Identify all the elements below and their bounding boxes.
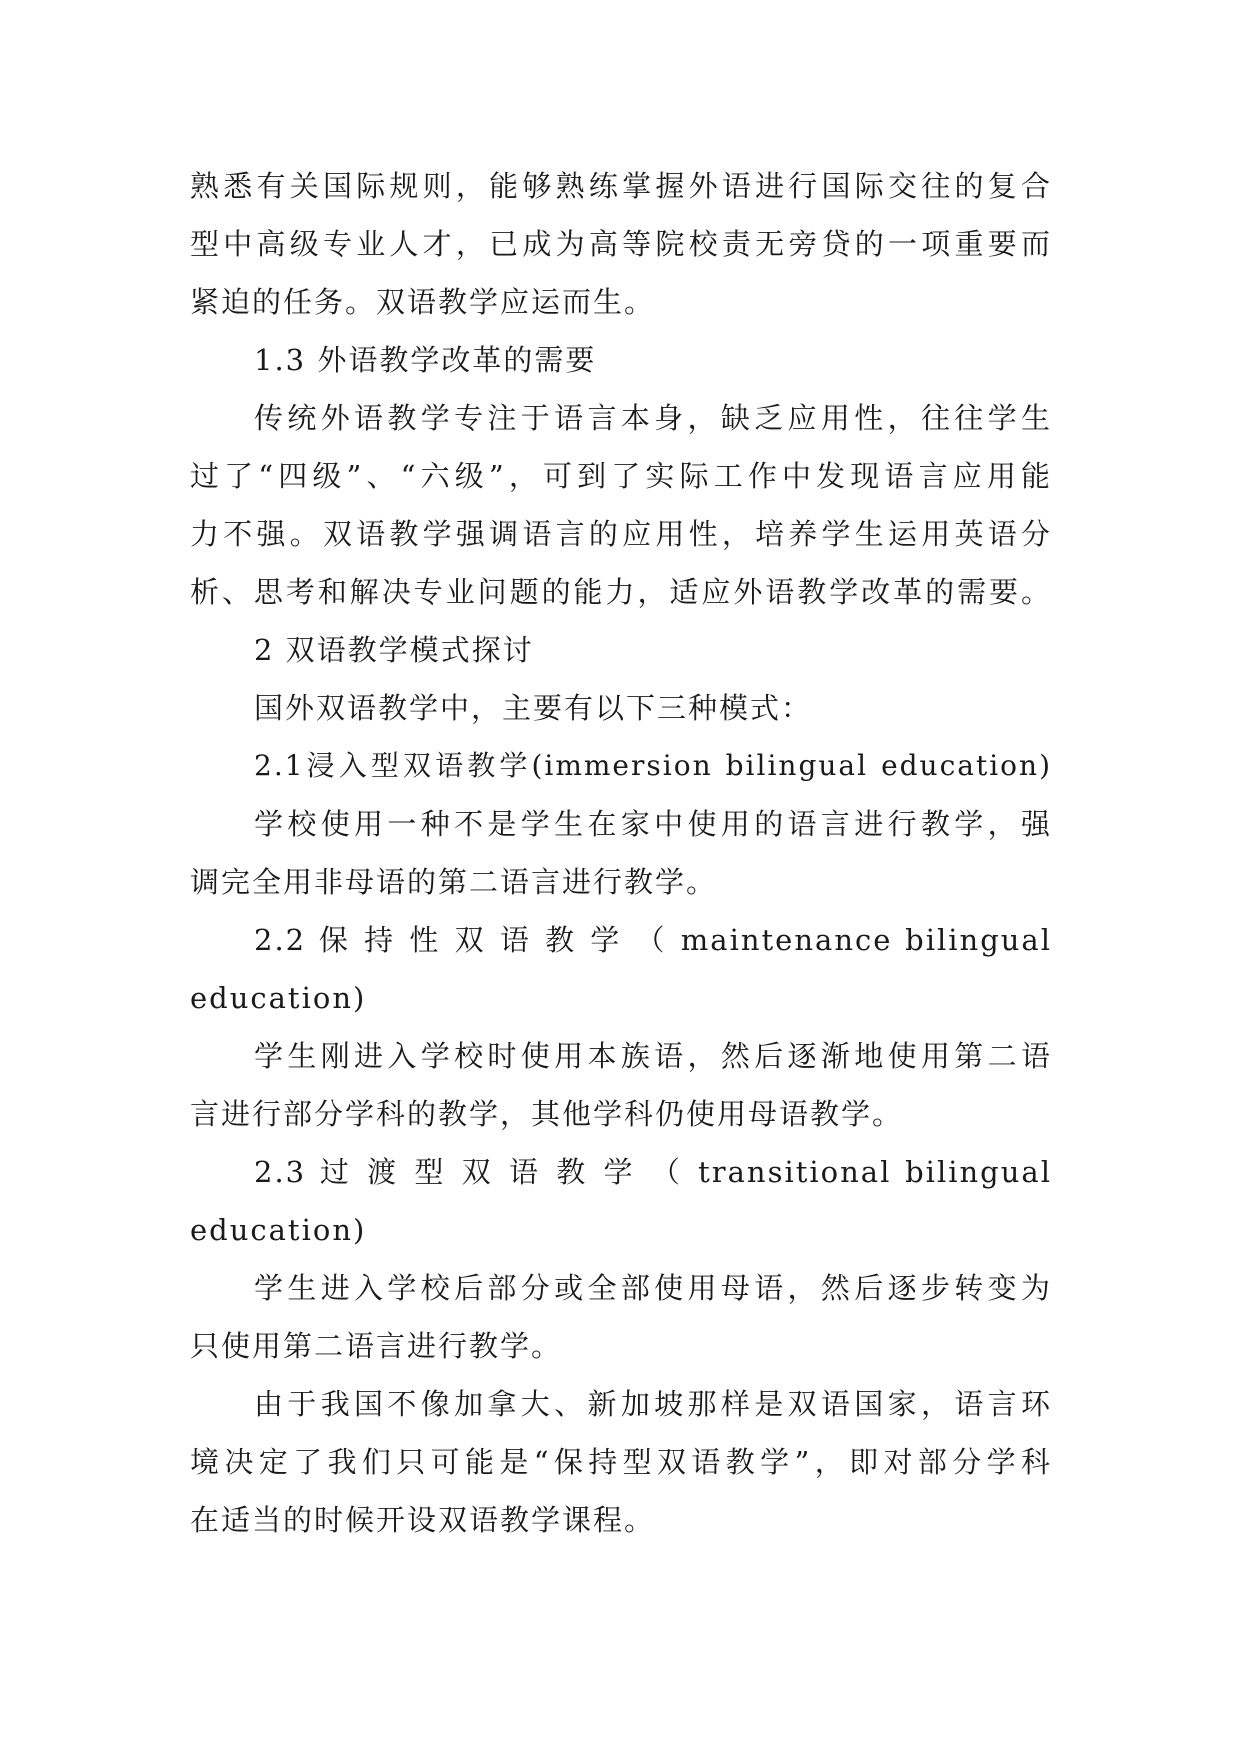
paragraph-line: 学生进入学校后部分或全部使用母语，然后逐步转变为	[254, 1271, 1052, 1305]
paragraph-line: 国外双语教学中，主要有以下三种模式：	[254, 691, 813, 725]
paragraph-line: 只使用第二语言进行教学。	[190, 1329, 563, 1363]
paragraph-line: 型中高级专业人才，已成为高等院校责无旁贷的一项重要而	[190, 227, 1052, 261]
paragraph-line: 调完全用非母语的第二语言进行教学。	[190, 865, 718, 899]
paragraph-line: 学校使用一种不是学生在家中使用的语言进行教学，强	[254, 807, 1052, 841]
section-heading-2-1: 2.1浸入型双语教学(immersion bilingual education)	[254, 749, 1052, 782]
paragraph-line: 熟悉有关国际规则，能够熟练掌握外语进行国际交往的复合	[190, 169, 1052, 203]
section-heading-2-2-cont: education)	[190, 981, 367, 1015]
paragraph-line: 言进行部分学科的教学，其他学科仍使用母语教学。	[190, 1097, 904, 1131]
paragraph-line: 紧迫的任务。双语教学应运而生。	[190, 285, 656, 319]
paragraph-line: 由于我国不像加拿大、新加坡那样是双语国家，语言环	[254, 1387, 1052, 1421]
paragraph-line: 在适当的时候开设双语教学课程。	[190, 1503, 656, 1537]
section-heading-2-3: 2.3 过 渡 型 双 语 教 学 （ transitional bilingual	[254, 1155, 1052, 1189]
section-heading-2-3-cont: education)	[190, 1213, 367, 1247]
paragraph-line: 析、思考和解决专业问题的能力，适应外语教学改革的需要。	[190, 575, 1052, 609]
section-heading-2-2: 2.2 保 持 性 双 语 教 学 （ maintenance bilingual	[254, 923, 1052, 957]
paragraph-line: 境决定了我们只可能是“保持型双语教学”，即对部分学科	[190, 1445, 1052, 1479]
paragraph-line: 过了“四级”、“六级”，可到了实际工作中发现语言应用能	[190, 459, 1052, 493]
paragraph-line: 传统外语教学专注于语言本身，缺乏应用性，往往学生	[254, 401, 1052, 435]
section-heading-2: 2 双语教学模式探讨	[254, 633, 534, 667]
section-heading-1-3: 1.3 外语教学改革的需要	[254, 343, 597, 377]
paragraph-line: 力不强。双语教学强调语言的应用性，培养学生运用英语分	[190, 517, 1052, 551]
paragraph-line: 学生刚进入学校时使用本族语，然后逐渐地使用第二语	[254, 1039, 1052, 1073]
